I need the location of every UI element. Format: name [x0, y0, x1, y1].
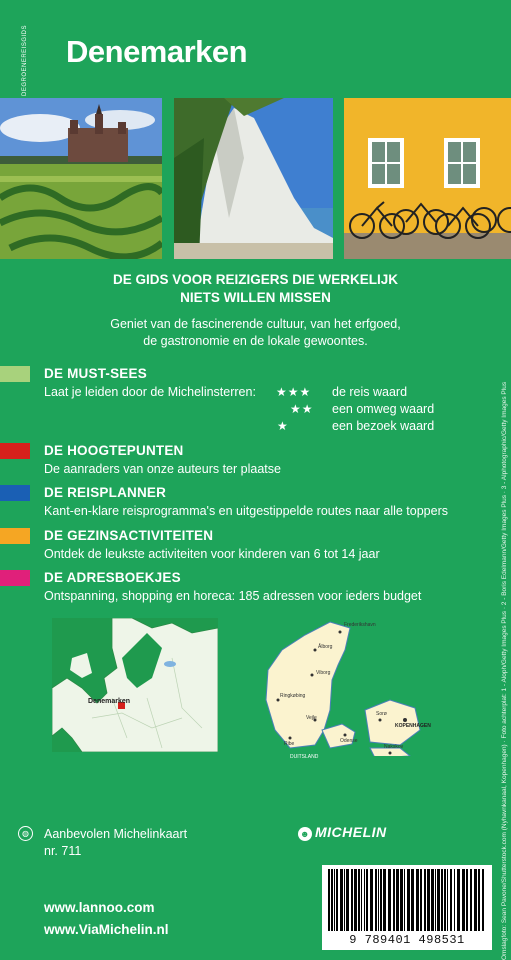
barcode-bar: [441, 869, 443, 931]
feature-reisplanner: [0, 485, 511, 521]
country-label: DUITSLAND: [290, 754, 319, 760]
intro-line-2: de gastronomie en de lokale gewoontes.: [143, 334, 368, 348]
barcode-bar: [462, 869, 465, 931]
barcode-bar: [424, 869, 426, 931]
feature-title: DE HOOGTEPUNTEN: [44, 443, 184, 458]
denmark-map: [260, 620, 440, 762]
barcode-bar: [328, 869, 330, 931]
barcode: [322, 865, 492, 950]
feature-color-swatch: [0, 366, 30, 382]
europe-map-label: Denemarken: [88, 698, 131, 705]
photo-bicycles: [344, 98, 511, 259]
barcode-bar: [396, 869, 399, 931]
barcode-bar: [431, 869, 434, 931]
city-label: Ålborg: [318, 644, 333, 650]
barcode-bar: [482, 869, 484, 931]
michelin-wordmark: MICHELIN: [315, 824, 387, 840]
page-title: Denemarken: [66, 34, 248, 69]
barcode-bar: [457, 869, 460, 931]
tagline-line-2: NIETS WILLEN MISSEN: [180, 290, 331, 305]
city-label: Viborg: [316, 670, 331, 676]
barcode-bar: [444, 869, 446, 931]
barcode-bar: [447, 869, 448, 931]
barcode-bar: [378, 869, 379, 931]
barcode-bar: [427, 869, 430, 931]
barcode-bar: [331, 869, 333, 931]
intro-text: [0, 316, 511, 350]
barcode-bar: [375, 869, 377, 931]
feature-description: Laat je leiden door de Michelinsterren:: [44, 385, 256, 399]
photo-credits: Omslagfoto: Sean Pavone/Shutterstock.com (Nyhavnkanaal, Kopenhagen) · Foto achterplat: 1 - Aloph/Getty Images Plus · 2 - Boris Edelmann/Getty Images Plus · 3 - Alphotographic/Getty Images Plus: [501, 381, 508, 960]
feature-color-swatch: [0, 528, 30, 544]
map-reference-line-2: nr. 711: [44, 844, 82, 858]
barcode-bar: [358, 869, 360, 931]
bibendum-icon: ☻: [298, 827, 312, 841]
barcode-bar: [407, 869, 410, 931]
barcode-bar: [411, 869, 414, 931]
barcode-bar: [334, 869, 335, 931]
intro-line-1: Geniet van de fascinerende cultuur, van het erfgoed,: [110, 317, 401, 331]
barcode-bar: [364, 869, 365, 931]
feature-title: DE ADRESBOEKJES: [44, 570, 181, 585]
tagline-line-1: DE GIDS VOOR REIZIGERS DIE WERKELIJK: [112, 272, 399, 287]
feature-color-swatch: [0, 485, 30, 501]
barcode-bar: [404, 869, 405, 931]
city-label: Ribe: [284, 741, 295, 747]
feature-must-sees: [0, 366, 511, 436]
barcode-bar: [400, 869, 403, 931]
barcode-bar: [450, 869, 452, 931]
barcode-bars: [322, 865, 492, 933]
isbn-number: 9 789401 498531: [349, 933, 465, 947]
city-label: Frederikshavn: [344, 622, 376, 628]
stars-one: ★: [277, 419, 289, 433]
barcode-bar: [478, 869, 480, 931]
feature-description: Kant-en-klare reisprogramma's en uitgestippelde routes naar alle toppers: [44, 504, 448, 518]
city-label: Vejle: [306, 715, 317, 721]
website-lannoo[interactable]: www.lannoo.com: [44, 900, 155, 915]
city-label: Odense: [340, 738, 358, 744]
barcode-bar: [393, 869, 395, 931]
stars-two: ★★: [290, 402, 314, 416]
stars-three: ★★★: [276, 385, 312, 399]
photo-cliffs: [174, 98, 333, 259]
photo-strip: [0, 98, 511, 259]
barcode-bar: [383, 869, 386, 931]
feature-adresboekjes: [0, 570, 511, 606]
barcode-bar: [380, 869, 382, 931]
barcode-bar: [416, 869, 419, 931]
barcode-bar: [435, 869, 436, 931]
feature-description: De aanraders van onze auteurs ter plaatse: [44, 462, 281, 476]
barcode-bar: [340, 869, 343, 931]
barcode-bar: [336, 869, 338, 931]
europe-map: [52, 618, 218, 752]
barcode-bar: [420, 869, 422, 931]
map-reference-line-1: Aanbevolen Michelinkaart: [44, 827, 188, 841]
feature-title: DE REISPLANNER: [44, 485, 167, 500]
feature-color-swatch: [0, 443, 30, 459]
feature-description: Ontspanning, shopping en horeca: 185 adressen voor ieders budget: [44, 589, 422, 603]
feature-color-swatch: [0, 570, 30, 586]
barcode-bar: [351, 869, 353, 931]
barcode-bar: [354, 869, 357, 931]
feature-hoogtepunten: [0, 443, 511, 479]
website-viamichelin[interactable]: www.ViaMichelin.nl: [44, 922, 169, 937]
michelin-logo: [298, 824, 387, 841]
feature-title: DE GEZINSACTIVITEITEN: [44, 528, 214, 543]
city-label: KOPENHAGEN: [395, 723, 431, 729]
feature-description: Ontdek de leukste activiteiten voor kinderen van 6 tot 14 jaar: [44, 547, 380, 561]
barcode-bar: [388, 869, 391, 931]
city-label: Ringkøbing: [280, 693, 306, 699]
city-label: Nakskov: [384, 744, 404, 750]
barcode-bar: [346, 869, 349, 931]
feature-title: DE MUST-SEES: [44, 366, 147, 381]
barcode-bar: [474, 869, 477, 931]
barcode-bar: [470, 869, 472, 931]
barcode-bar: [361, 869, 362, 931]
barcode-bar: [370, 869, 373, 931]
series-logo: DEGROENEREISGIDS: [22, 24, 28, 96]
barcode-bar: [466, 869, 468, 931]
photo-castle: [0, 98, 162, 259]
barcode-bar: [344, 869, 345, 931]
barcode-bar: [437, 869, 440, 931]
stars-two-label: een omweg waard: [332, 402, 435, 416]
city-label: Sorø: [376, 711, 387, 717]
map-icon: ◍: [18, 826, 33, 841]
barcode-bar: [366, 869, 368, 931]
stars-three-label: de reis waard: [332, 385, 408, 399]
feature-gezinsactiviteiten: [0, 528, 511, 564]
barcode-bar: [454, 869, 455, 931]
stars-one-label: een bezoek waard: [332, 419, 435, 433]
tagline: [0, 271, 511, 307]
